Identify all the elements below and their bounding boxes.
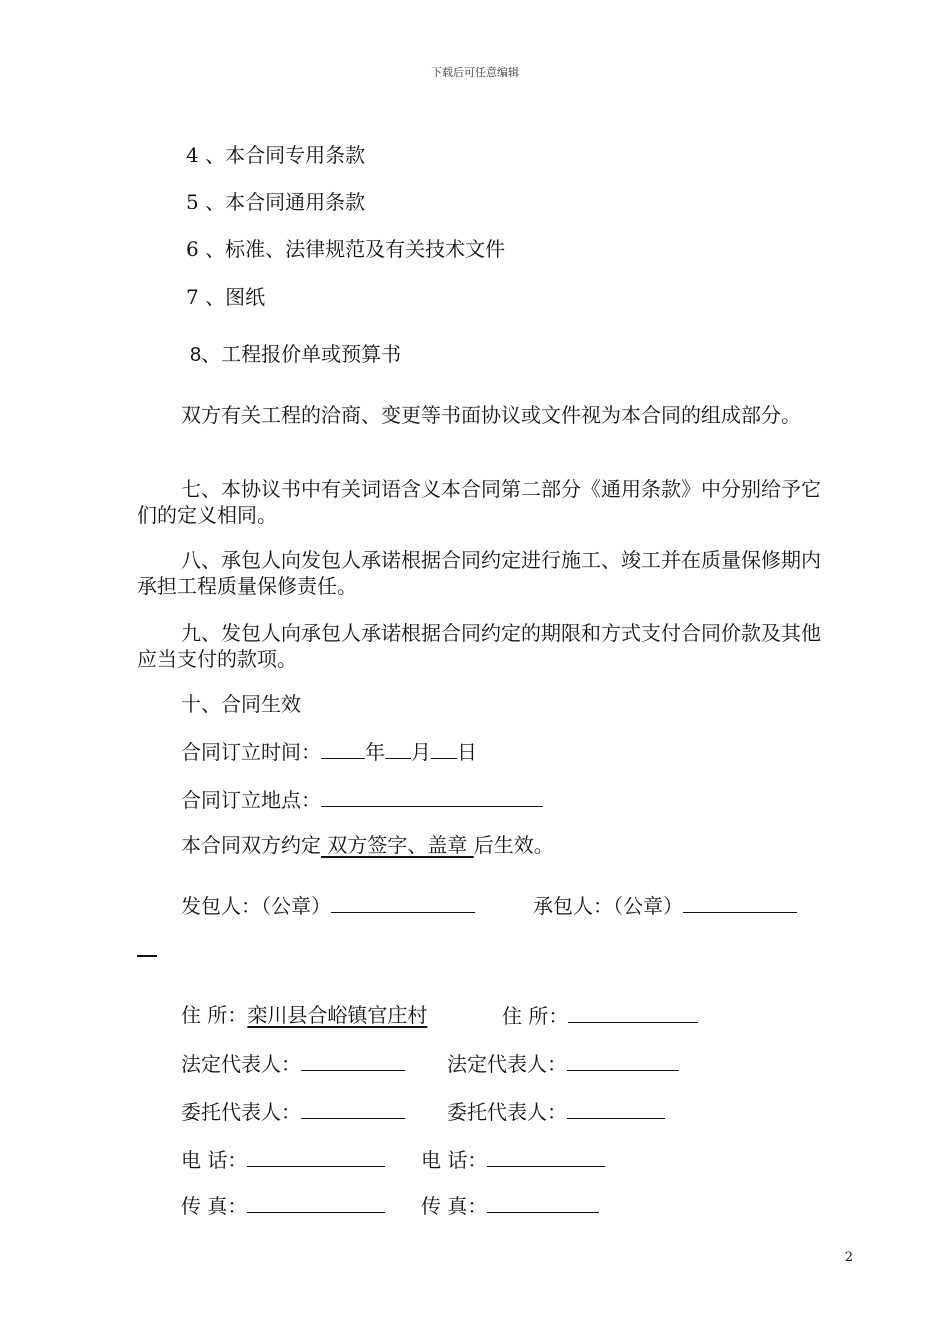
address-label: 住 所：: [181, 1003, 248, 1027]
contractor-seal-row: [533, 892, 797, 919]
contractor-seal-blank[interactable]: [683, 892, 797, 913]
agreement-suffix: 后生效。: [473, 833, 554, 857]
list-item: 7 、图纸: [186, 285, 266, 309]
employer-phone-blank[interactable]: [247, 1146, 385, 1167]
line-continuation: [137, 955, 157, 957]
agreement-value: 双方签字、盖章: [321, 833, 474, 857]
contractor-legal-rep-blank[interactable]: [567, 1050, 679, 1071]
paragraph-ten: 十、合同生效: [181, 692, 301, 716]
fax-label: 传 真：: [421, 1194, 488, 1218]
contractor-phone-blank[interactable]: [487, 1146, 605, 1167]
list-item: 4 、本合同专用条款: [186, 143, 366, 167]
contractor-address-blank[interactable]: [568, 1002, 698, 1023]
contract-time-row: [181, 738, 477, 765]
contractor-fax-row: [421, 1192, 599, 1219]
year-label: 年: [365, 740, 385, 764]
agreement-prefix: 本合同双方约定: [181, 833, 321, 857]
contractor-agent-row: [447, 1098, 665, 1125]
month-label: 月: [411, 740, 431, 764]
contract-place-row: [181, 786, 543, 813]
page-header-note: 下载后可任意编辑: [431, 66, 519, 79]
phone-label: 电 话：: [421, 1148, 488, 1172]
contractor-agent-blank[interactable]: [567, 1098, 665, 1119]
contractor-label: 承包人：（公章）: [533, 894, 683, 918]
page-number: 2: [844, 1250, 853, 1265]
list-item: 6 、标准、法律规范及有关技术文件: [186, 237, 506, 261]
address-label: 住 所：: [502, 1004, 569, 1028]
legal-rep-label: 法定代表人：: [181, 1052, 301, 1076]
paragraph-seven: 七、本协议书中有关词语含义本合同第二部分《通用条款》中分别给予它们的定义相同。: [137, 477, 821, 527]
employer-phone-row: [181, 1146, 385, 1173]
paragraph-amendments: 双方有关工程的洽商、变更等书面协议或文件视为本合同的组成部分。: [181, 403, 801, 427]
effect-agreement-row: [181, 832, 554, 858]
employer-seal-blank[interactable]: [331, 892, 475, 913]
agent-label: 委托代表人：: [447, 1100, 567, 1124]
employer-agent-blank[interactable]: [301, 1098, 405, 1119]
contract-place-label: 合同订立地点：: [181, 788, 321, 812]
employer-legal-rep-blank[interactable]: [301, 1050, 405, 1071]
employer-fax-blank[interactable]: [247, 1192, 385, 1213]
address-value: 栾川县合峪镇官庄村: [247, 1003, 428, 1027]
paragraph-nine: 九、发包人向承包人承诺根据合同约定的期限和方式支付合同价款及其他应当支付的款项。: [137, 621, 821, 671]
employer-address-row: [181, 1002, 427, 1028]
legal-rep-label: 法定代表人：: [447, 1052, 567, 1076]
list-item: 8、工程报价单或预算书: [190, 344, 402, 366]
month-blank[interactable]: [385, 738, 411, 759]
day-blank[interactable]: [431, 738, 457, 759]
contractor-phone-row: [421, 1146, 605, 1173]
employer-legal-rep-row: [181, 1050, 405, 1077]
agent-label: 委托代表人：: [181, 1100, 301, 1124]
contractor-fax-blank[interactable]: [487, 1192, 599, 1213]
contractor-legal-rep-row: [447, 1050, 679, 1077]
day-label: 日: [457, 740, 477, 764]
contract-time-label: 合同订立时间：: [181, 740, 321, 764]
employer-agent-row: [181, 1098, 405, 1125]
year-blank[interactable]: [321, 738, 365, 759]
phone-label: 电 话：: [181, 1148, 248, 1172]
contractor-address-row: [502, 1002, 698, 1029]
paragraph-eight: 八、承包人向发包人承诺根据合同约定进行施工、竣工并在质量保修期内承担工程质量保修责任。: [137, 548, 821, 598]
list-item: 5 、本合同通用条款: [186, 190, 366, 214]
fax-label: 传 真：: [181, 1194, 248, 1218]
employer-seal-row: [181, 892, 475, 919]
contract-place-blank[interactable]: [321, 786, 543, 807]
employer-label: 发包人：（公章）: [181, 894, 331, 918]
employer-fax-row: [181, 1192, 385, 1219]
